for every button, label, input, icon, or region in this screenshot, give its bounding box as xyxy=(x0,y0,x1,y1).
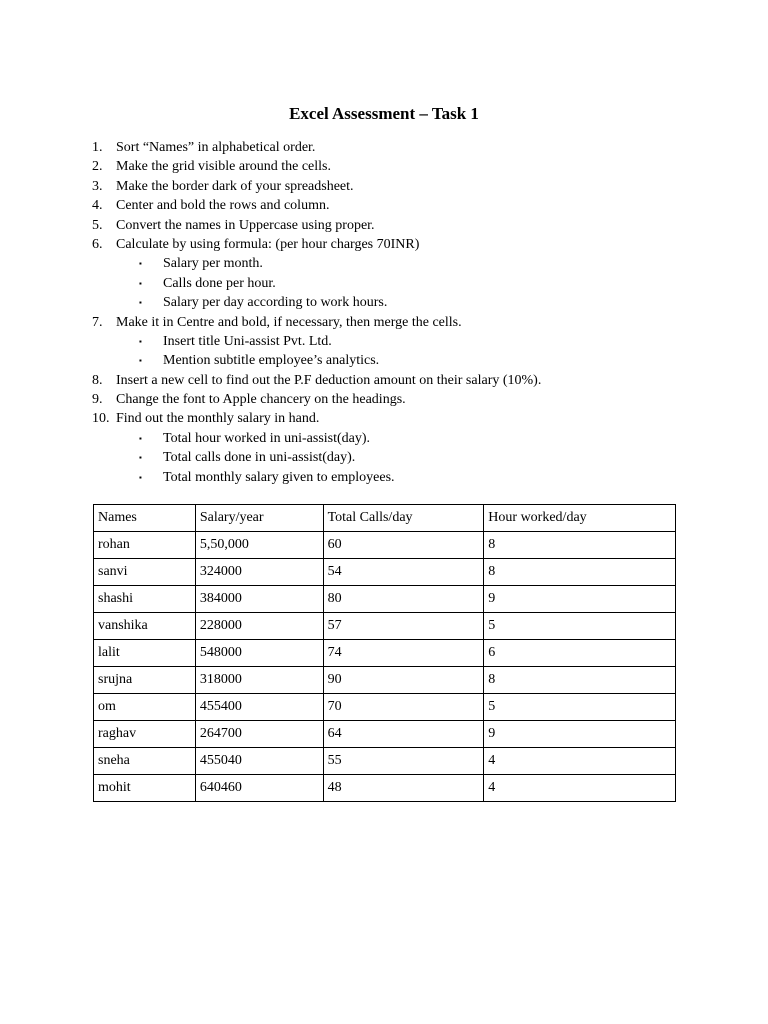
table-cell: 5 xyxy=(484,613,676,640)
table-cell: 228000 xyxy=(195,613,323,640)
column-header: Total Calls/day xyxy=(323,505,484,532)
sub-instruction-item xyxy=(92,468,692,487)
table-cell: 55 xyxy=(323,748,484,775)
table-cell: 57 xyxy=(323,613,484,640)
instruction-text: Find out the monthly salary in hand. xyxy=(116,411,320,427)
instruction-item xyxy=(92,390,692,409)
instruction-item xyxy=(92,216,692,235)
square-bullet-icon: ▪ xyxy=(139,336,142,346)
instruction-number: 5. xyxy=(92,217,103,233)
table-cell: rohan xyxy=(94,532,196,559)
table-cell: 5,50,000 xyxy=(195,532,323,559)
instruction-number: 1. xyxy=(92,140,103,155)
instruction-number: 10. xyxy=(92,411,110,427)
square-bullet-icon: ▪ xyxy=(139,472,142,482)
table-cell: vanshika xyxy=(94,613,196,640)
sub-instruction-item xyxy=(92,293,692,312)
square-bullet-icon: ▪ xyxy=(139,453,142,463)
table-cell: 8 xyxy=(484,559,676,586)
instruction-text: Make the grid visible around the cells. xyxy=(116,159,331,175)
table-row xyxy=(94,775,676,802)
table-cell: mohit xyxy=(94,775,196,802)
square-bullet-icon: ▪ xyxy=(139,356,142,366)
table-cell: 74 xyxy=(323,640,484,667)
sub-instruction-item xyxy=(92,274,692,293)
instruction-item xyxy=(92,313,692,332)
table-row xyxy=(94,559,676,586)
instruction-number: 8. xyxy=(92,372,103,388)
table-cell: 6 xyxy=(484,640,676,667)
instruction-item xyxy=(92,235,692,254)
instruction-text: Insert a new cell to find out the P.F deduction amount on their salary (10%). xyxy=(116,372,542,388)
table-cell: 8 xyxy=(484,667,676,694)
table-row xyxy=(94,586,676,613)
instruction-number: 4. xyxy=(92,198,103,214)
table-cell: srujna xyxy=(94,667,196,694)
table-cell: sanvi xyxy=(94,559,196,586)
instruction-item xyxy=(92,177,692,196)
table-row xyxy=(94,640,676,667)
table-cell: raghav xyxy=(94,721,196,748)
instruction-number: 6. xyxy=(92,236,103,252)
square-bullet-icon: ▪ xyxy=(139,259,142,269)
table-row xyxy=(94,613,676,640)
table-cell: lalit xyxy=(94,640,196,667)
sub-instruction-text: Total hour worked in uni-assist(day). xyxy=(163,430,371,446)
sub-instruction-text: Salary per month. xyxy=(163,256,263,272)
instruction-item xyxy=(92,371,692,390)
instruction-list xyxy=(92,138,692,487)
table-cell: 64 xyxy=(323,721,484,748)
sub-instruction-item xyxy=(92,429,692,448)
square-bullet-icon: ▪ xyxy=(139,298,142,308)
instruction-number: 7. xyxy=(92,314,103,330)
instruction-text: Make it in Centre and bold, if necessary, then merge the cells. xyxy=(116,314,462,330)
instruction-text: Change the font to Apple chancery on the headings. xyxy=(116,392,406,408)
table-row xyxy=(94,532,676,559)
sub-instruction-text: Calls done per hour. xyxy=(163,275,276,291)
table-cell: 54 xyxy=(323,559,484,586)
instruction-text: Center and bold the rows and column. xyxy=(116,198,330,214)
table-cell: 4 xyxy=(484,748,676,775)
sub-instruction-text: Salary per day according to work hours. xyxy=(163,295,388,311)
table-cell: 455400 xyxy=(195,694,323,721)
table-cell: 4 xyxy=(484,775,676,802)
table-cell: 8 xyxy=(484,532,676,559)
square-bullet-icon: ▪ xyxy=(139,433,142,443)
table-cell: 455040 xyxy=(195,748,323,775)
instruction-number: 3. xyxy=(92,178,103,194)
table-cell: 264700 xyxy=(195,721,323,748)
table-row xyxy=(94,748,676,775)
table-cell: 5 xyxy=(484,694,676,721)
table-cell: shashi xyxy=(94,586,196,613)
sub-instruction-item xyxy=(92,332,692,351)
instruction-number: 2. xyxy=(92,159,103,175)
instruction-text: Sort “Names” in alphabetical order. xyxy=(116,140,316,155)
column-header: Hour worked/day xyxy=(484,505,676,532)
table-cell: 70 xyxy=(323,694,484,721)
table-cell: 90 xyxy=(323,667,484,694)
table-cell: om xyxy=(94,694,196,721)
table-cell: 9 xyxy=(484,586,676,613)
table-row xyxy=(94,694,676,721)
table-cell: sneha xyxy=(94,748,196,775)
sub-instruction-text: Insert title Uni-assist Pvt. Ltd. xyxy=(163,333,332,349)
table-cell: 48 xyxy=(323,775,484,802)
sub-instruction-text: Total calls done in uni-assist(day). xyxy=(163,450,356,466)
sub-instruction-item xyxy=(92,351,692,370)
instruction-text: Calculate by using formula: (per hour charges 70INR) xyxy=(116,236,420,252)
table-cell: 324000 xyxy=(195,559,323,586)
sub-instruction-text: Total monthly salary given to employees. xyxy=(163,469,395,485)
instruction-text: Make the border dark of your spreadsheet. xyxy=(116,178,354,194)
table-cell: 640460 xyxy=(195,775,323,802)
instruction-item xyxy=(92,138,692,157)
sub-instruction-text: Mention subtitle employee’s analytics. xyxy=(163,353,380,369)
column-header: Salary/year xyxy=(195,505,323,532)
instruction-item xyxy=(92,196,692,215)
table-cell: 548000 xyxy=(195,640,323,667)
square-bullet-icon: ▪ xyxy=(139,278,142,288)
instruction-text: Convert the names in Uppercase using proper. xyxy=(116,217,375,233)
table-cell: 80 xyxy=(323,586,484,613)
table-cell: 60 xyxy=(323,532,484,559)
instruction-item xyxy=(92,157,692,176)
instruction-number: 9. xyxy=(92,392,103,408)
instruction-item xyxy=(92,409,692,428)
table-body xyxy=(94,532,676,802)
table-header-row xyxy=(94,505,676,532)
sub-instruction-item xyxy=(92,254,692,273)
table-row xyxy=(94,667,676,694)
column-header: Names xyxy=(94,505,196,532)
table-cell: 384000 xyxy=(195,586,323,613)
table-row xyxy=(94,721,676,748)
table-cell: 318000 xyxy=(195,667,323,694)
table-header xyxy=(94,505,676,532)
employee-table xyxy=(93,504,676,802)
sub-instruction-item xyxy=(92,448,692,467)
document-title: Excel Assessment – Task 1 xyxy=(289,104,479,123)
table-cell: 9 xyxy=(484,721,676,748)
